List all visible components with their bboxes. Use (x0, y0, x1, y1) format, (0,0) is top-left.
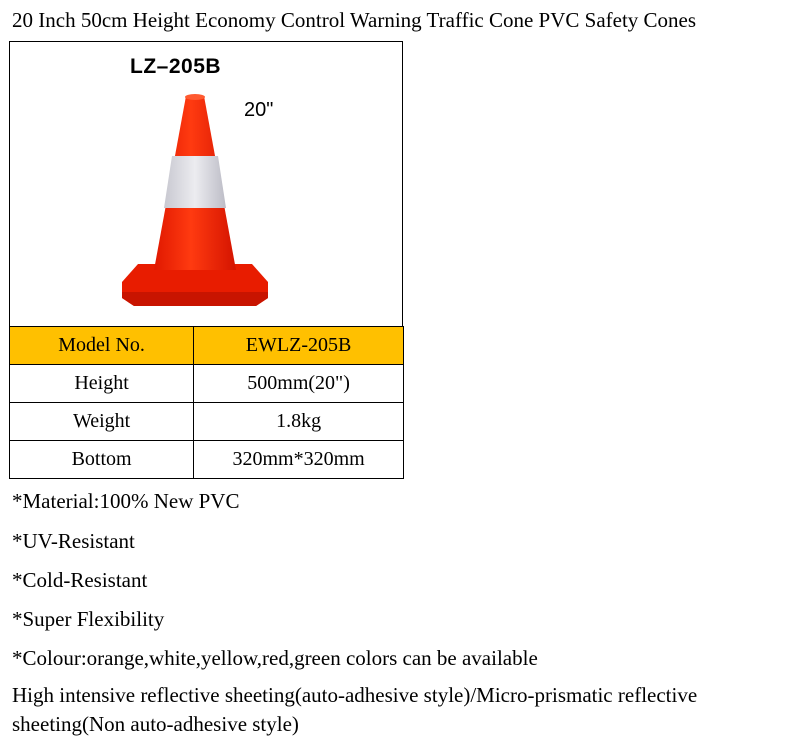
feature-uv-resistant: *UV-Resistant (12, 529, 135, 553)
feature-colour: *Colour:orange,white,yellow,red,green colors can be available (12, 646, 538, 670)
spec-table (9, 326, 404, 479)
spec-row-model (10, 327, 404, 365)
reflective-band (164, 156, 226, 208)
spec-row-weight (10, 403, 404, 441)
page-title: 20 Inch 50cm Height Economy Control Warning Traffic Cone PVC Safety Cones (12, 8, 697, 32)
spec-label: Bottom (10, 441, 194, 479)
spec-value: 320mm*320mm (194, 441, 404, 479)
spec-label: Height (10, 365, 194, 403)
spec-value: 500mm(20") (194, 365, 404, 403)
size-label: 20" (244, 99, 274, 121)
spec-row-bottom (10, 441, 404, 479)
spec-value: 1.8kg (194, 403, 404, 441)
spec-label: Model No. (10, 327, 194, 365)
model-code-label: LZ–205B (130, 55, 222, 78)
feature-material: *Material:100% New PVC (12, 489, 240, 513)
reflective-sheeting-description: High intensive reflective sheeting(auto-adhesive style)/Micro-prismatic reflective sheeting(Non auto-adhesive style) (12, 683, 698, 736)
feature-flexibility: *Super Flexibility (12, 607, 165, 631)
spec-row-height (10, 365, 404, 403)
spec-value: EWLZ-205B (194, 327, 404, 365)
feature-cold-resistant: *Cold-Resistant (12, 568, 148, 592)
traffic-cone-image (110, 92, 280, 312)
spec-label: Weight (10, 403, 194, 441)
